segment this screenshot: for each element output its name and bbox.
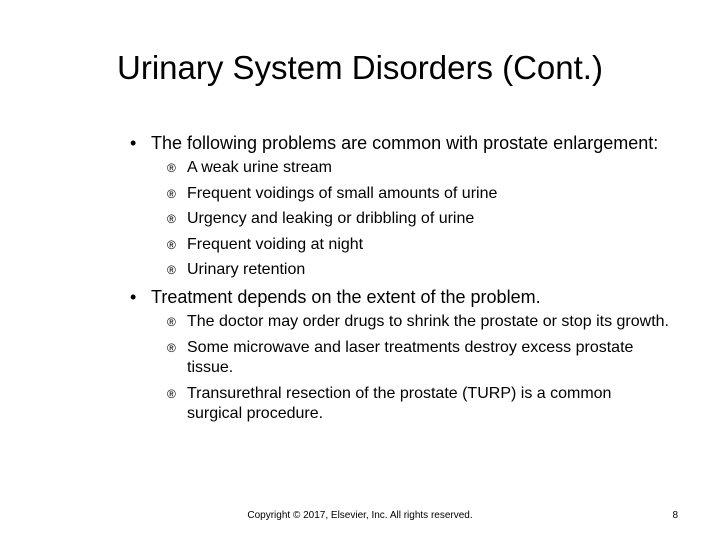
registered-mark-icon: ® (167, 212, 176, 226)
sub-bullet-item (167, 184, 670, 204)
bullet-item (130, 132, 670, 154)
registered-mark-icon: ® (167, 340, 176, 355)
copyright-footer: Copyright © 2017, Elsevier, Inc. All rights reserved. (247, 510, 473, 521)
sub-bullet-list (167, 312, 670, 424)
registered-mark-icon: ® (167, 161, 176, 175)
bullet-icon: • (130, 133, 137, 153)
bullet-text: Treatment depends on the extent of the problem. (151, 286, 541, 307)
registered-mark-icon: ® (167, 263, 176, 277)
slide-content (130, 132, 670, 430)
page-number: 8 (672, 510, 678, 521)
sub-bullet-text: A weak urine stream (187, 159, 332, 176)
sub-bullet-text: Some microwave and laser treatments destroy excess prostate tissue. (187, 338, 634, 376)
slide-title: Urinary System Disorders (Cont.) (117, 49, 603, 86)
registered-mark-icon: ® (167, 186, 176, 201)
registered-mark-icon: ® (167, 386, 176, 401)
sub-bullet-item (167, 260, 670, 280)
sub-bullet-text: Urgency and leaking or dribbling of urine (187, 210, 475, 227)
sub-bullet-item (167, 235, 670, 255)
sub-bullet-text: The doctor may order drugs to shrink the prostate or stop its growth. (187, 312, 669, 330)
sub-bullet-item (167, 209, 670, 229)
bullet-text: The following problems are common with prostate enlargement: (151, 133, 659, 153)
sub-bullet-text: Frequent voiding at night (187, 235, 364, 253)
sub-bullet-item (167, 384, 670, 424)
sub-bullet-item (167, 338, 670, 378)
registered-mark-icon: ® (167, 314, 176, 329)
sub-bullet-text: Urinary retention (187, 261, 306, 278)
sub-bullet-item (167, 312, 670, 332)
registered-mark-icon: ® (167, 237, 176, 252)
sub-bullet-item (167, 158, 670, 178)
sub-bullet-text: Transurethral resection of the prostate (TURP) is a common surgical procedure. (187, 384, 612, 422)
sub-bullet-text: Frequent voidings of small amounts of urine (187, 184, 498, 202)
bullet-item (130, 286, 670, 308)
bullet-icon: • (130, 286, 137, 307)
sub-bullet-list (167, 158, 670, 280)
